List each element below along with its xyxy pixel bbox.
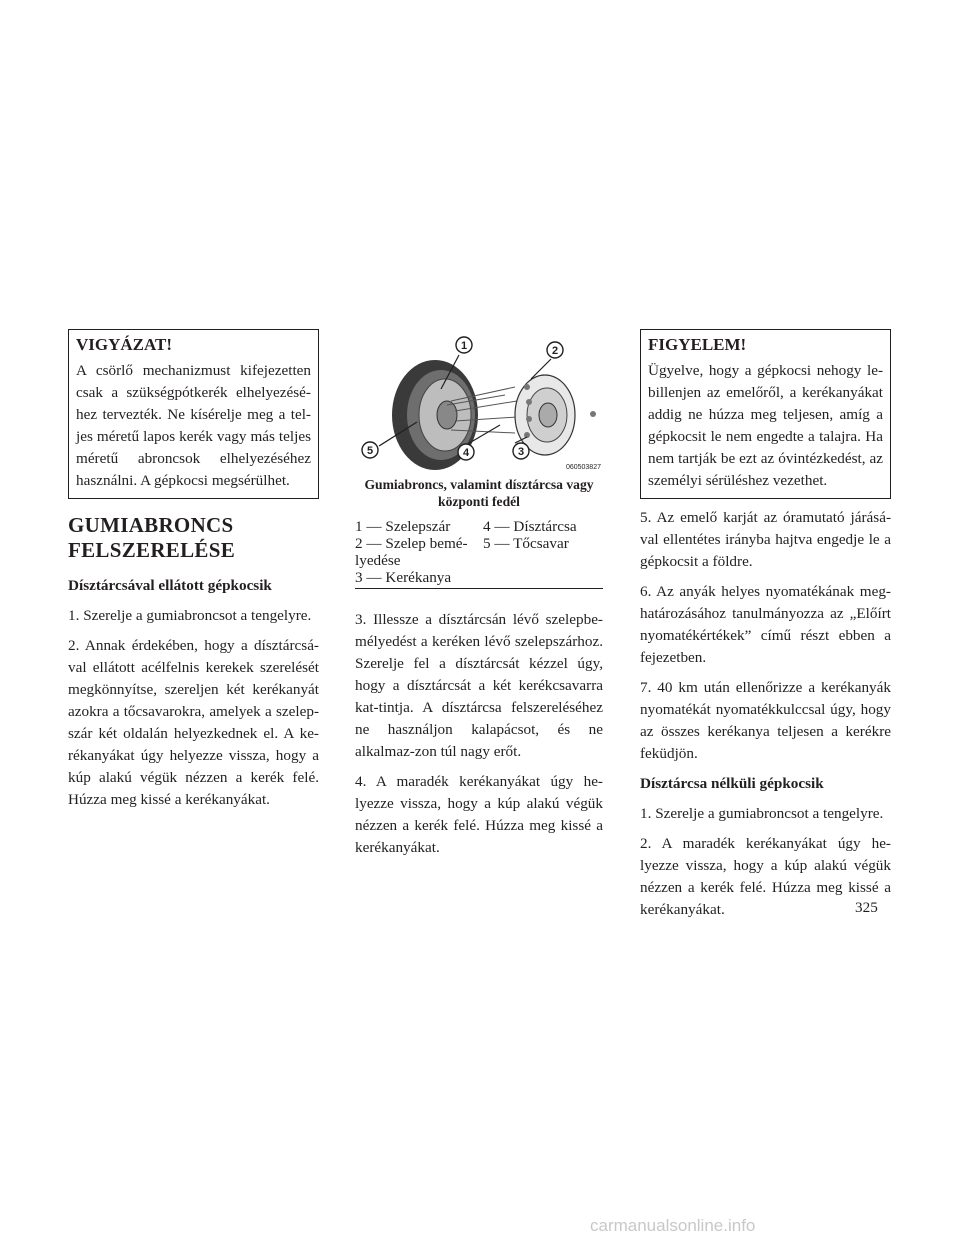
warning-title: VIGYÁZAT! xyxy=(76,335,173,354)
callout-1: 1 xyxy=(460,340,468,352)
legend-item-3: 3 — Kerékanya xyxy=(355,569,452,586)
step-6-text: 6. Az anyák helyes nyomatékának meg-határozásához tanulmányozza az „Előírt nyomatékértékek” című részt ebben a fejezetben. xyxy=(640,583,891,666)
step-4-text: 4. A maradék kerékanyákat úgy he-lyezze vissza, hogy a kúp alakú végük nézzen a kerék felé. Húzza meg kissé a kerékanyákat. xyxy=(355,773,603,856)
legend-col-left xyxy=(355,518,483,586)
wheel-illustration xyxy=(355,329,603,474)
figure-caption-line2: központi fedél xyxy=(438,494,520,509)
callout-3: 3 xyxy=(517,446,525,458)
warning-text: A csörlő mechanizmust kifejezetten csak a szükségpótkerék elhelyezésé-hez tervezték. Ne kísérelje meg a tel-jes méretű lapos kerék vagy más teljes méretű abroncsok elhelyezéséhez használni. A gépkocsi megsérülhet. xyxy=(76,362,311,489)
step-1-text: 1. Szerelje a gumiabroncsot a tengelyre. xyxy=(68,607,312,624)
section-title xyxy=(68,513,319,563)
hub-shape xyxy=(437,401,457,429)
watermark: carmanualsonline.info xyxy=(590,1216,756,1235)
subheading-without-hubcap: Dísztárcsa nélküli gépkocsik xyxy=(640,775,824,792)
left-column xyxy=(68,329,319,819)
hubcap-center-shape xyxy=(539,403,557,427)
step-1b-text: 1. Szerelje a gumiabroncsot a tengelyre. xyxy=(640,805,884,822)
figure-caption xyxy=(355,476,603,510)
caution-text: Ügyelve, hogy a gépkocsi nehogy le-billenjen az emelőről, a kerékanyákat addig ne húzza meg teljesen, amíg a gépkocsit le nem engedte a talajra. Ha nem tartják be ezt az óvintézkedést, az személyi sérüléshez vezethet. xyxy=(648,362,883,489)
section-title-line1: GUMIABRONCS xyxy=(68,513,234,537)
step-7-text: 7. 40 km után ellenőrizze a kerékanyák nyomatékát nyomatékkulccsal úgy, hogy az összes kerékanya teljesen a kerékre feküdjön. xyxy=(640,679,891,762)
wheel-diagram-svg xyxy=(355,329,603,474)
step-5-text: 5. Az emelő karját az óramutató járásá-val ellentétes irányba hajtva engedje le a gépkocsit a földre. xyxy=(640,509,891,570)
legend-item-4: 4 — Dísztárcsa xyxy=(483,518,577,535)
middle-column xyxy=(355,329,603,867)
legend-col-right xyxy=(483,518,603,586)
legend-divider xyxy=(355,588,603,589)
figure-legend xyxy=(355,518,603,586)
legend-item-2b: lyedése xyxy=(355,552,401,569)
figure-code: 060503827 xyxy=(565,464,601,471)
section-title-line2: FELSZERELÉSE xyxy=(68,538,236,562)
step-3-text: 3. Illessze a dísztárcsán lévő szelepbe-mélyedést a keréken lévő szelepszárhoz. Szerelje fel a dísztárcsát kézzel úgy, hogy a dísztárcsát a két kerékcsavarra kat-tintja. A dísztárcsa felszereléséhez ne használjon kalapácsot, és ne alkalmaz-zon túl nagy erőt. xyxy=(355,611,603,760)
callout-5: 5 xyxy=(366,445,374,457)
step-2-text: 2. Annak érdekében, hogy a dísztárcsá-val ellátott acélfelnis kerekek szerelését megkönnyítse, szereljen két kerékanyát azokra a tőcsavarokra, amelyek a szelep-szár két oldalán helyezkednek el. A ke-rékanyákat úgy helyezze vissza, hogy a kúp alakú végük nézzen a kerék felé. Húzza meg kissé a kerékanyákat. xyxy=(68,637,319,808)
figure-caption-line1: Gumiabroncs, valamint dísztárcsa vagy xyxy=(364,477,594,492)
subheading-with-hubcap: Dísztárcsával ellátott gépkocsik xyxy=(68,577,272,594)
callout-4: 4 xyxy=(462,447,470,459)
callout-2: 2 xyxy=(551,345,559,357)
warning-box xyxy=(68,329,319,499)
legend-item-2a: 2 — Szelep bemé- xyxy=(355,535,468,552)
right-column xyxy=(640,329,891,929)
caution-box xyxy=(640,329,891,499)
legend-item-1: 1 — Szelepszár xyxy=(355,518,451,535)
caution-title: FIGYELEM! xyxy=(648,335,747,354)
step-2b-text: 2. A maradék kerékanyákat úgy he-lyezze vissza, hogy a kúp alakú végük nézzen a kerék felé. Húzza meg kissé a kerékanyákat. xyxy=(640,835,891,918)
legend-item-5: 5 — Tőcsavar xyxy=(483,535,569,552)
page-number: 325 xyxy=(855,899,878,916)
